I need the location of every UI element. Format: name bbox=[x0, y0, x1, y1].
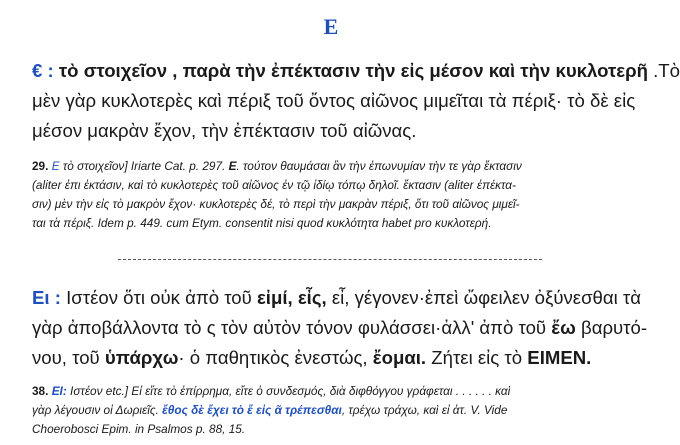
note-line: ται τὰ πέριξ. Idem p. 449. cum Etym. consentit nisi quod κυκλότητα habet pro κυκλοτερή. bbox=[32, 216, 492, 230]
lemma: Ει : bbox=[32, 287, 61, 308]
entry-line: μέσον μακρὰν ἔχον, τὴν ἐπέκτασιν τοῦ αἰῶνας. bbox=[32, 120, 417, 141]
entry-line: Ει : Ιστέον ὅτι οὐκ ἀπὸ τοῦ εἰμί, εἶς, εἶ, γέγονεν·ἐπεὶ ὤφειλεν ὀξύνεσθαι τὰ bbox=[32, 287, 642, 308]
note-line: γὰρ λέγουσιν οἱ Δωριεῖς. ἔθος δὲ ἔχει τὸ ἔ εἰς ᾶ τρέπεσθαι, τρέχω τράχω, καὶ εἰ ἀτ. V. Vide bbox=[32, 403, 508, 417]
note-number: 38. bbox=[32, 384, 49, 398]
lemma-definition: τὸ στοιχεῖον , παρὰ τὴν ἐπέκτασιν τὴν εἰς μέσον καὶ τὴν κυκλοτερῆ bbox=[58, 60, 648, 81]
entry-line: νου, τοῦ ὑπάρχω· ὁ παθητικὸς ἐνεστώς, ἔομαι. Ζήτει εἰς τὸ ΕΙΜΕΝ. bbox=[32, 347, 592, 368]
note-line: (aliter ἐπι ἐκτάσιν, καὶ τὸ κυκλοτερὲς τοῦ αἰῶνος ἐν τῷ ἰδίῳ τόπῳ δηλοῖ. ἔκτασιν (aliter ἐπέκτα- bbox=[32, 178, 516, 192]
note-line: 38. EI: Ιστέον etc.] Εἰ εἴτε τὸ ἐπίρρημα, εἴτε ὁ συνδεσμός, διὰ διφθόγγου γράφεται . . . . . . καὶ bbox=[32, 384, 511, 398]
entry-epsilon bbox=[32, 56, 680, 146]
dashed-separator bbox=[118, 259, 542, 260]
entry-line: μὲν γὰρ κυκλοτερὲς καὶ πέριξ τοῦ ὄντος αἰῶνος μιμεῖται τὰ πέριξ· τὸ δὲ εἰς bbox=[32, 90, 636, 111]
lemma: € : bbox=[32, 60, 54, 81]
section-heading: E bbox=[323, 14, 339, 39]
note-line: Choerobosci Epim. in Psalmos p. 88, 15. bbox=[32, 422, 246, 436]
note-line: σιν) μὲν τὴν εἰς τὸ μακρὸν ἔχον· κυκλοτερὲς δέ, τὸ περὶ τὴν μακρὰν πέριξ, ὅτι τοῦ αἰῶνος μιμεῖ- bbox=[32, 197, 520, 211]
entry-line: € : τὸ στοιχεῖον , παρὰ τὴν ἐπέκτασιν τὴν εἰς μέσον καὶ τὴν κυκλοτερῆ .Τὸ bbox=[32, 60, 680, 81]
footnote-38 bbox=[32, 382, 640, 439]
entry-line: γὰρ ἀποβάλλοντα τὸ ς τὸν αὐτὸν τόνον φυλάσσει·ἀλλ' ἀπὸ τοῦ ἔω βαρυτό- bbox=[32, 317, 648, 338]
footnote-29 bbox=[32, 157, 640, 233]
entry-ei bbox=[32, 283, 648, 373]
note-number: 29. bbox=[32, 159, 49, 173]
note-line: 29. E τὸ στοιχεῖον] Iriarte Cat. p. 297. E. τούτον θαυμάσαι ἂν τὴν ἐπωνυμίαν τὴν τε γὰρ ἔκτασιν bbox=[32, 159, 522, 173]
